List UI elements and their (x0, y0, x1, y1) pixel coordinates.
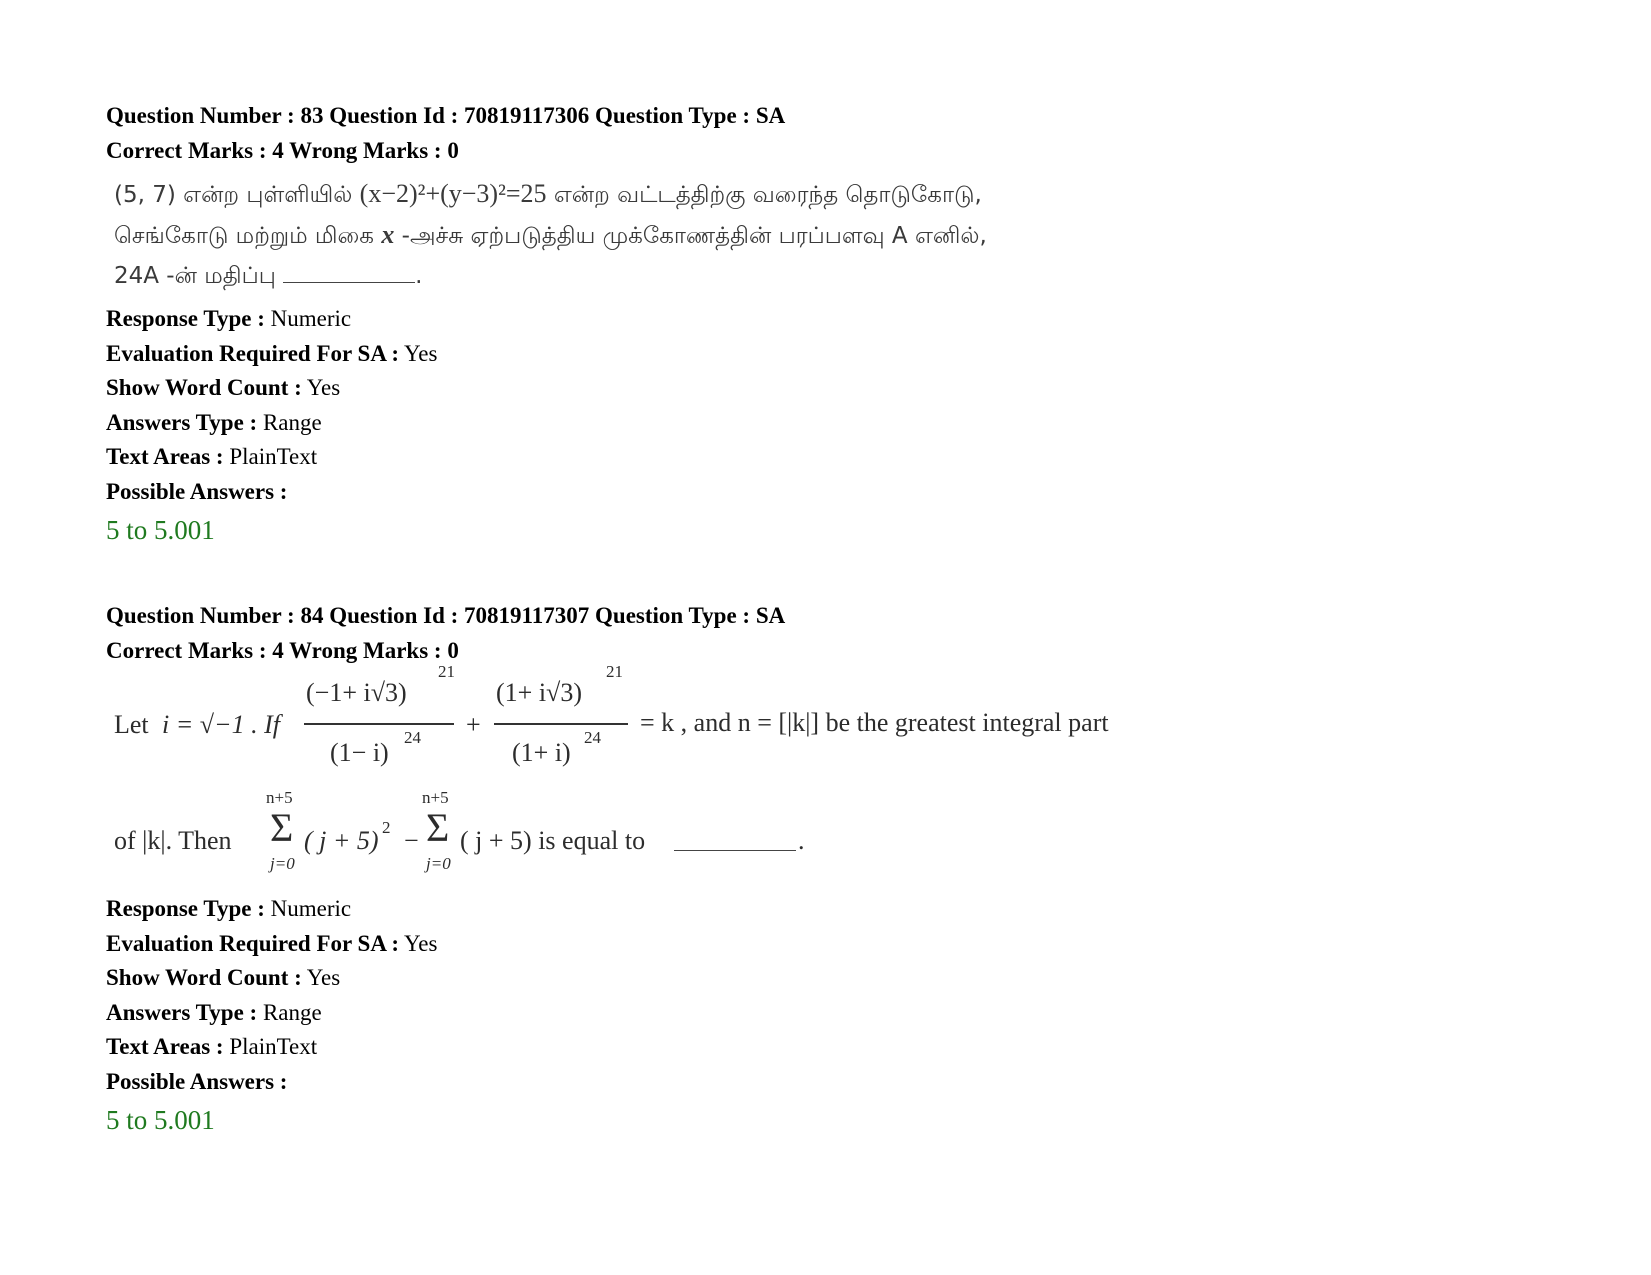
question-84 (106, 598, 1506, 1139)
field-text-areas: Text Areas : PlainText (106, 1034, 318, 1059)
circle-equation: (x−2)²+(y−3)²=25 (359, 179, 547, 208)
question-line-2: செங்கோடு மற்றும் மிகை x -அச்சு ஏற்படுத்திய முக்கோணத்தின் பரப்பளவு A எனில், (114, 220, 987, 249)
question-body (114, 168, 1506, 302)
sigma-2: Σ (426, 805, 450, 850)
question-line-1: (5, 7) என்ற புள்ளியில் (x−2)²+(y−3)²=25 என்ற வட்டத்திற்கு வரைந்த தொடுகோடு, (114, 179, 982, 208)
math-line-1: Let i = √−1 . If (−1+ i√3) 21 (1− i) 24 + (1+ i√3) 21 (1+ i) 24 = k , and n = [|k|] be the greatest integral part (114, 662, 1109, 767)
field-evaluation-required: Evaluation Required For SA : Yes (106, 340, 438, 366)
field-answers-type: Answers Type : Range (106, 409, 322, 435)
field-text-areas: Text Areas : PlainText (106, 444, 318, 469)
answer-blank (674, 826, 796, 851)
question-body (114, 662, 1506, 886)
field-possible-answers: Possible Answers : (106, 1068, 288, 1094)
question-83 (106, 98, 1506, 549)
question-header: Question Number : 83 Question Id : 70819117306 Question Type : SA (106, 103, 786, 128)
answer-blank (283, 264, 415, 283)
fraction-2-denominator: (1+ i) (512, 738, 571, 767)
fraction-1-denominator: (1− i) (330, 738, 389, 767)
field-answers-type: Answers Type : Range (106, 999, 322, 1025)
fraction-1-bar (304, 723, 454, 725)
i-definition: i = √−1 . If (162, 710, 280, 739)
question-header: Question Number : 84 Question Id : 70819117307 Question Type : SA (106, 603, 786, 628)
field-possible-answers: Possible Answers : (106, 478, 288, 504)
math-line-2: of |k|. Then n+5 Σ j=0 ( j + 5) 2 − n+5 Σ j=0 ( j + 5) is equal to . (114, 788, 805, 873)
fraction-1-numerator: (−1+ i√3) (306, 678, 407, 707)
fraction-2-bar (494, 723, 628, 725)
field-evaluation-required: Evaluation Required For SA : Yes (106, 930, 438, 956)
field-show-word-count: Show Word Count : Yes (106, 375, 341, 400)
fraction-2-numerator: (1+ i√3) (496, 678, 582, 707)
question-line-3: 24A -ன் மதிப்பு . (114, 263, 423, 289)
marks-line: Correct Marks : 4 Wrong Marks : 0 (106, 638, 459, 663)
possible-answer: 5 to 5.001 (106, 515, 215, 545)
possible-answer: 5 to 5.001 (106, 1105, 215, 1135)
sigma-1: Σ (270, 805, 294, 850)
field-response-type: Response Type : Numeric (106, 306, 352, 331)
field-show-word-count: Show Word Count : Yes (106, 965, 341, 990)
equation-tail: = k , and n = [|k|] be the greatest integral part (640, 708, 1109, 737)
field-response-type: Response Type : Numeric (106, 896, 352, 921)
marks-line: Correct Marks : 4 Wrong Marks : 0 (106, 138, 459, 163)
